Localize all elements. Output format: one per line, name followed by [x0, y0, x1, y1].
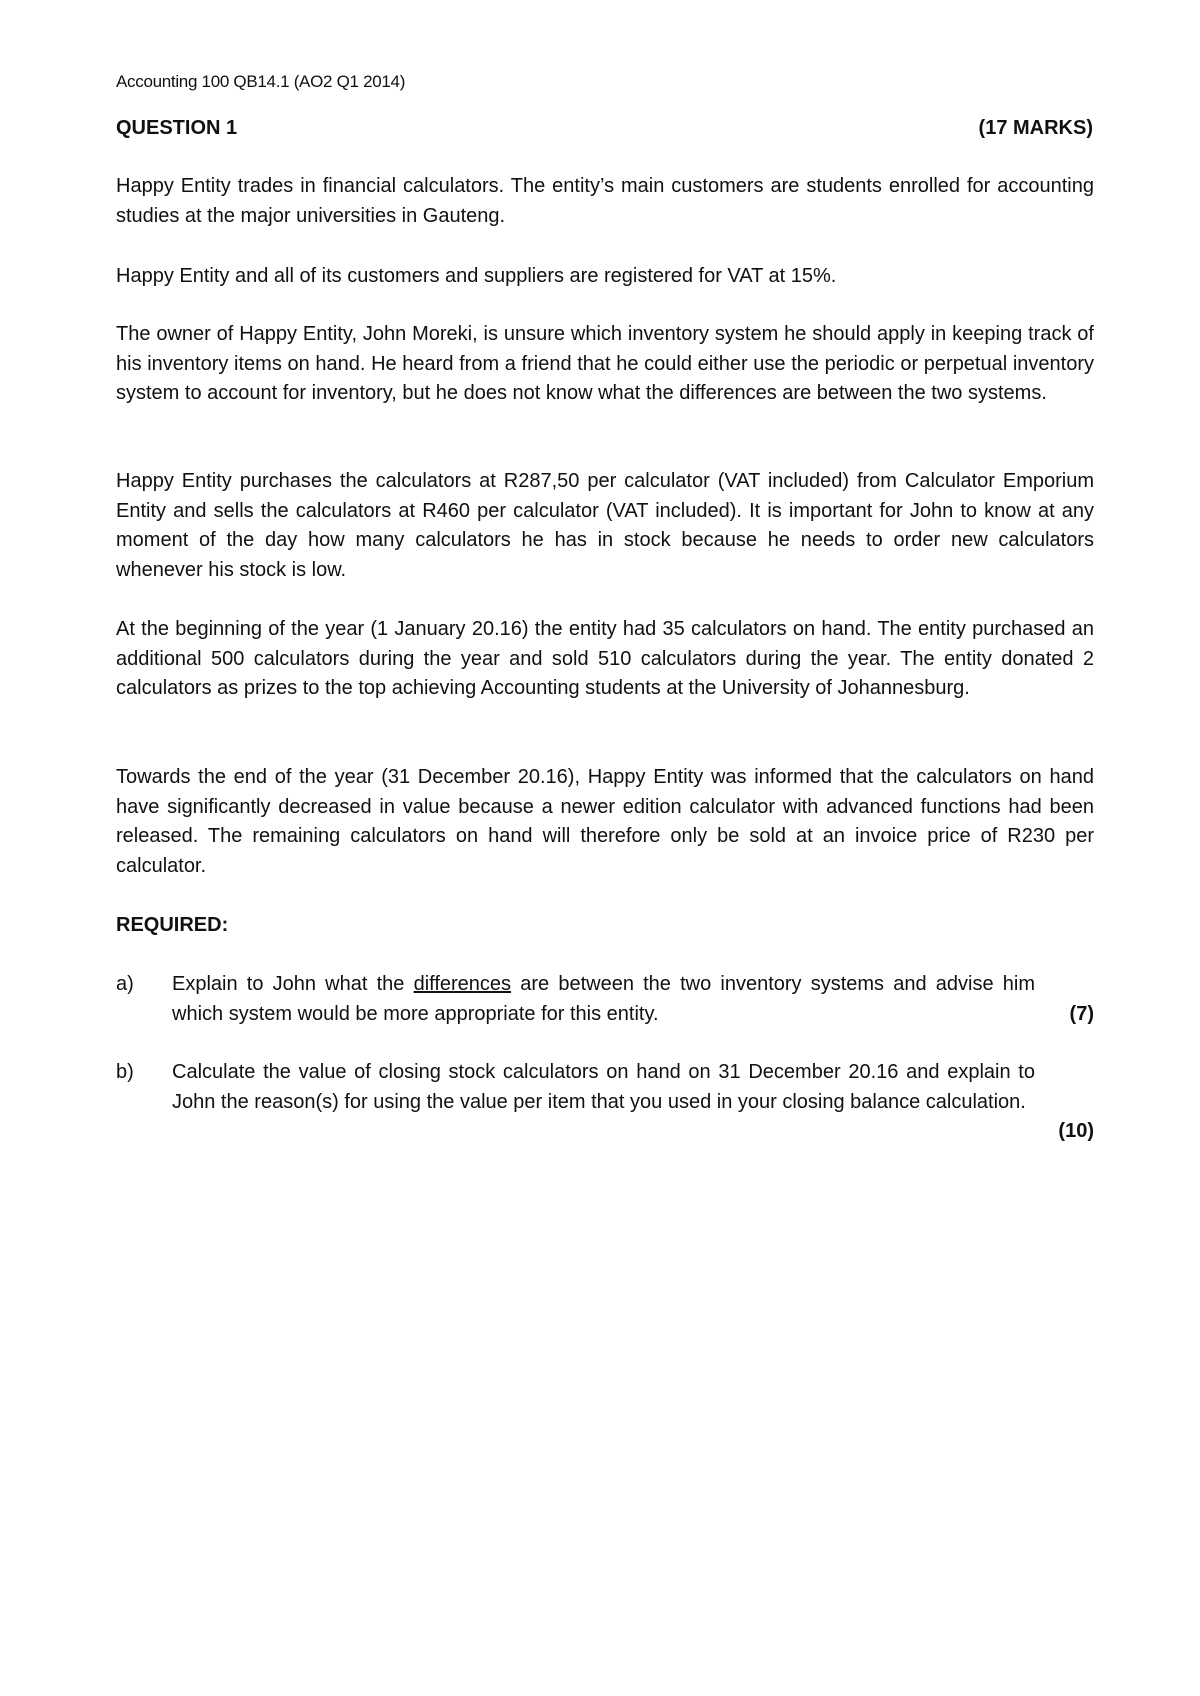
requirement-a-text-end: are between the two inventory systems and advise him which system would be more appropriate for this entity.	[172, 973, 1035, 1025]
paragraph-intro: Happy Entity trades in financial calculators. The entity’s main customers are students enrolled for accounting studies at the major universities in Gauteng.	[116, 175, 1094, 227]
requirement-a	[116, 970, 1094, 1030]
requirement-a-text	[172, 970, 1035, 1029]
paragraph-inventory-system: The owner of Happy Entity, John Moreki, is unsure which inventory system he should apply in keeping track of his inventory items on hand. He heard from a friend that he could either use the periodic or perpetual inventory system to account for inventory, but he does not know what the differences are between the two systems.	[116, 323, 1094, 404]
paragraph-vat: Happy Entity and all of its customers and suppliers are registered for VAT at 15%.	[116, 265, 837, 287]
requirement-a-marks: (7)	[1069, 1002, 1094, 1025]
requirement-a-text-start: Explain to John what the	[172, 973, 414, 995]
requirement-b-letter: b)	[116, 1061, 134, 1083]
paragraph-quantities: At the beginning of the year (1 January 20.16) the entity had 35 calculators on hand. The entity purchased an additional 500 calculators during the year and sold 510 calculators during the year. The entity donated 2 calculators as prizes to the top achieving Accounting students at the University of Johannesburg.	[116, 618, 1094, 699]
requirement-a-underlined-word: differences	[413, 973, 512, 995]
question-title: QUESTION 1	[116, 117, 238, 139]
requirement-b-marks: (10)	[1058, 1120, 1094, 1142]
required-heading: REQUIRED:	[116, 914, 229, 936]
requirement-a-letter: a)	[116, 973, 134, 995]
question-marks: (17 MARKS)	[978, 117, 1093, 139]
paragraph-pricing: Happy Entity purchases the calculators at R287,50 per calculator (VAT included) from Calculator Emporium Entity and sells the calculators at R460 per calculator (VAT included). It is important for John to know at any moment of the day how many calculators he has in stock because he needs to order new calculators whenever his stock is low.	[116, 470, 1094, 581]
document-header: Accounting 100 QB14.1 (AO2 Q1 2014)	[116, 72, 406, 91]
paragraph-decline-in-value: Towards the end of the year (31 December 20.16), Happy Entity was informed that the calculators on hand have significantly decreased in value because a newer edition calculator with advanced functions had been released. The remaining calculators on hand will therefore only be sold at an invoice price of R230 per calculator.	[116, 766, 1094, 877]
requirement-b	[116, 1058, 1094, 1148]
requirement-b-text: Calculate the value of closing stock calculators on hand on 31 December 20.16 and explain to John the reason(s) for using the value per item that you used in your closing balance calculation.	[172, 1061, 1035, 1113]
